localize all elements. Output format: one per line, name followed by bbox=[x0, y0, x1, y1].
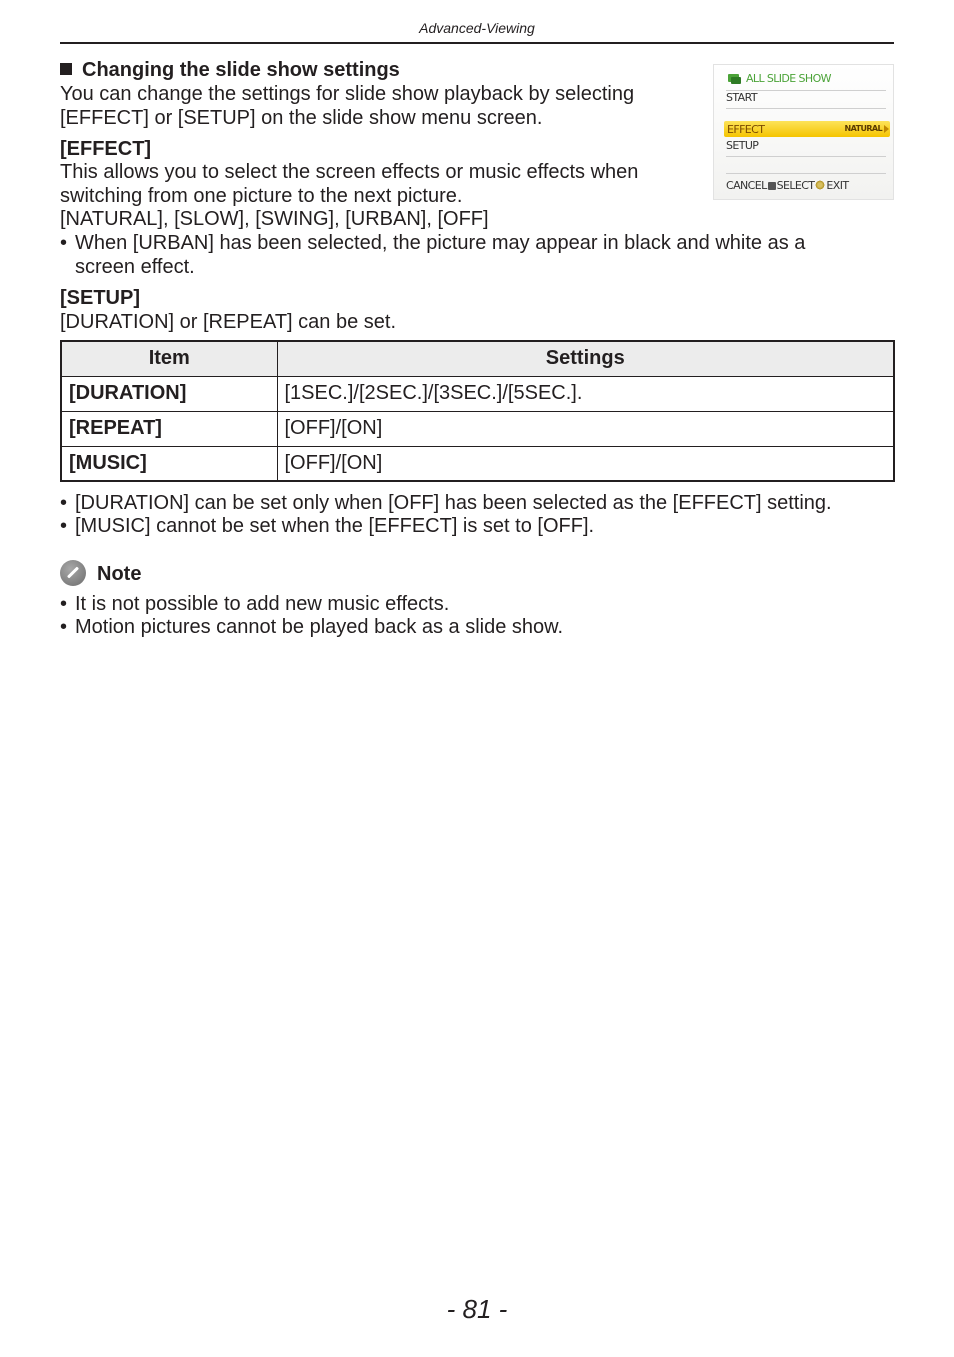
table-cell-settings: [1SEC.]/[2SEC.]/[3SEC.]/[5SEC.]. bbox=[277, 376, 894, 411]
dpad-icon bbox=[815, 180, 825, 190]
table-note-text: [DURATION] can be set only when [OFF] has been selected as the [EFFECT] setting. bbox=[75, 492, 832, 514]
page-number: - 81 - bbox=[446, 1294, 508, 1324]
bullet-dot: • bbox=[60, 515, 68, 537]
effect-line-2: switching from one picture to the next picture. bbox=[60, 185, 463, 207]
bullet-dot: • bbox=[60, 593, 68, 615]
note-item-1 bbox=[60, 592, 894, 616]
table-cell-item: [REPEAT] bbox=[61, 411, 277, 446]
return-button-icon bbox=[768, 182, 776, 190]
square-bullet-icon bbox=[60, 63, 72, 75]
effect-line-1: This allows you to select the screen effects or music effects when bbox=[60, 161, 639, 183]
setup-heading: [SETUP] bbox=[60, 287, 140, 309]
table-cell-settings: [OFF]/[ON] bbox=[277, 446, 894, 481]
intro-line-1: You can change the settings for slide show playback by selecting bbox=[60, 83, 635, 105]
effect-heading: [EFFECT] bbox=[60, 138, 152, 160]
table-note-1 bbox=[60, 491, 894, 515]
table-row bbox=[61, 376, 894, 411]
screen-footer bbox=[726, 179, 848, 192]
screen-title: ALL SLIDE SHOW bbox=[746, 72, 831, 85]
table-cell-settings: [OFF]/[ON] bbox=[277, 411, 894, 446]
slide-show-menu-screenshot bbox=[713, 64, 894, 200]
setup-line: [DURATION] or [REPEAT] can be set. bbox=[60, 311, 397, 333]
bullet-dot: • bbox=[60, 492, 68, 514]
bullet-dot: • bbox=[60, 232, 68, 254]
note-item-text: It is not possible to add new music effects. bbox=[75, 593, 450, 615]
screen-item-setup: SETUP bbox=[726, 139, 759, 152]
table-header-item: Item bbox=[61, 341, 277, 376]
right-arrow-icon bbox=[884, 125, 889, 133]
note-pencil-icon bbox=[60, 560, 86, 586]
table-header-row bbox=[61, 341, 894, 376]
table-note-text: [MUSIC] cannot be set when the [EFFECT] is set to [OFF]. bbox=[75, 515, 595, 537]
effect-bullet-line-1: When [URBAN] has been selected, the picture may appear in black and white as a bbox=[75, 232, 806, 254]
effect-options: [NATURAL], [SLOW], [SWING], [URBAN], [OFF] bbox=[60, 208, 489, 230]
slideshow-icon-back bbox=[731, 77, 741, 84]
effect-bullet bbox=[60, 231, 894, 279]
intro-line-2: [EFFECT] or [SETUP] on the slide show menu screen. bbox=[60, 107, 543, 129]
screen-item-effect: EFFECT bbox=[727, 123, 765, 136]
screen-divider bbox=[726, 108, 886, 109]
screen-effect-value: NATURAL bbox=[844, 124, 882, 133]
screen-item-start: START bbox=[726, 91, 757, 104]
pencil-icon bbox=[67, 566, 79, 578]
table-header-settings: Settings bbox=[277, 341, 894, 376]
table-row bbox=[61, 411, 894, 446]
note-item-2 bbox=[60, 615, 894, 639]
screen-cancel-label: CANCEL bbox=[726, 179, 767, 192]
screen-exit-label: EXIT bbox=[826, 179, 849, 192]
table-cell-item: [MUSIC] bbox=[61, 446, 277, 481]
note-title: Note bbox=[97, 563, 142, 585]
section-title-text: Changing the slide show settings bbox=[82, 59, 400, 81]
section-title bbox=[60, 58, 400, 82]
bullet-dot: • bbox=[60, 616, 68, 638]
settings-table bbox=[60, 340, 895, 482]
running-header: Advanced-Viewing bbox=[419, 20, 535, 36]
table-row bbox=[61, 446, 894, 481]
table-note-2 bbox=[60, 514, 894, 538]
table-cell-item: [DURATION] bbox=[61, 376, 277, 411]
screen-item-effect-highlight bbox=[724, 121, 890, 137]
header-rule bbox=[60, 42, 894, 44]
screen-divider bbox=[726, 173, 886, 174]
effect-bullet-line-2: screen effect. bbox=[75, 256, 195, 278]
note-item-text: Motion pictures cannot be played back as a slide show. bbox=[75, 616, 564, 638]
screen-select-label: SELECT bbox=[776, 179, 815, 192]
screen-divider bbox=[726, 156, 886, 157]
